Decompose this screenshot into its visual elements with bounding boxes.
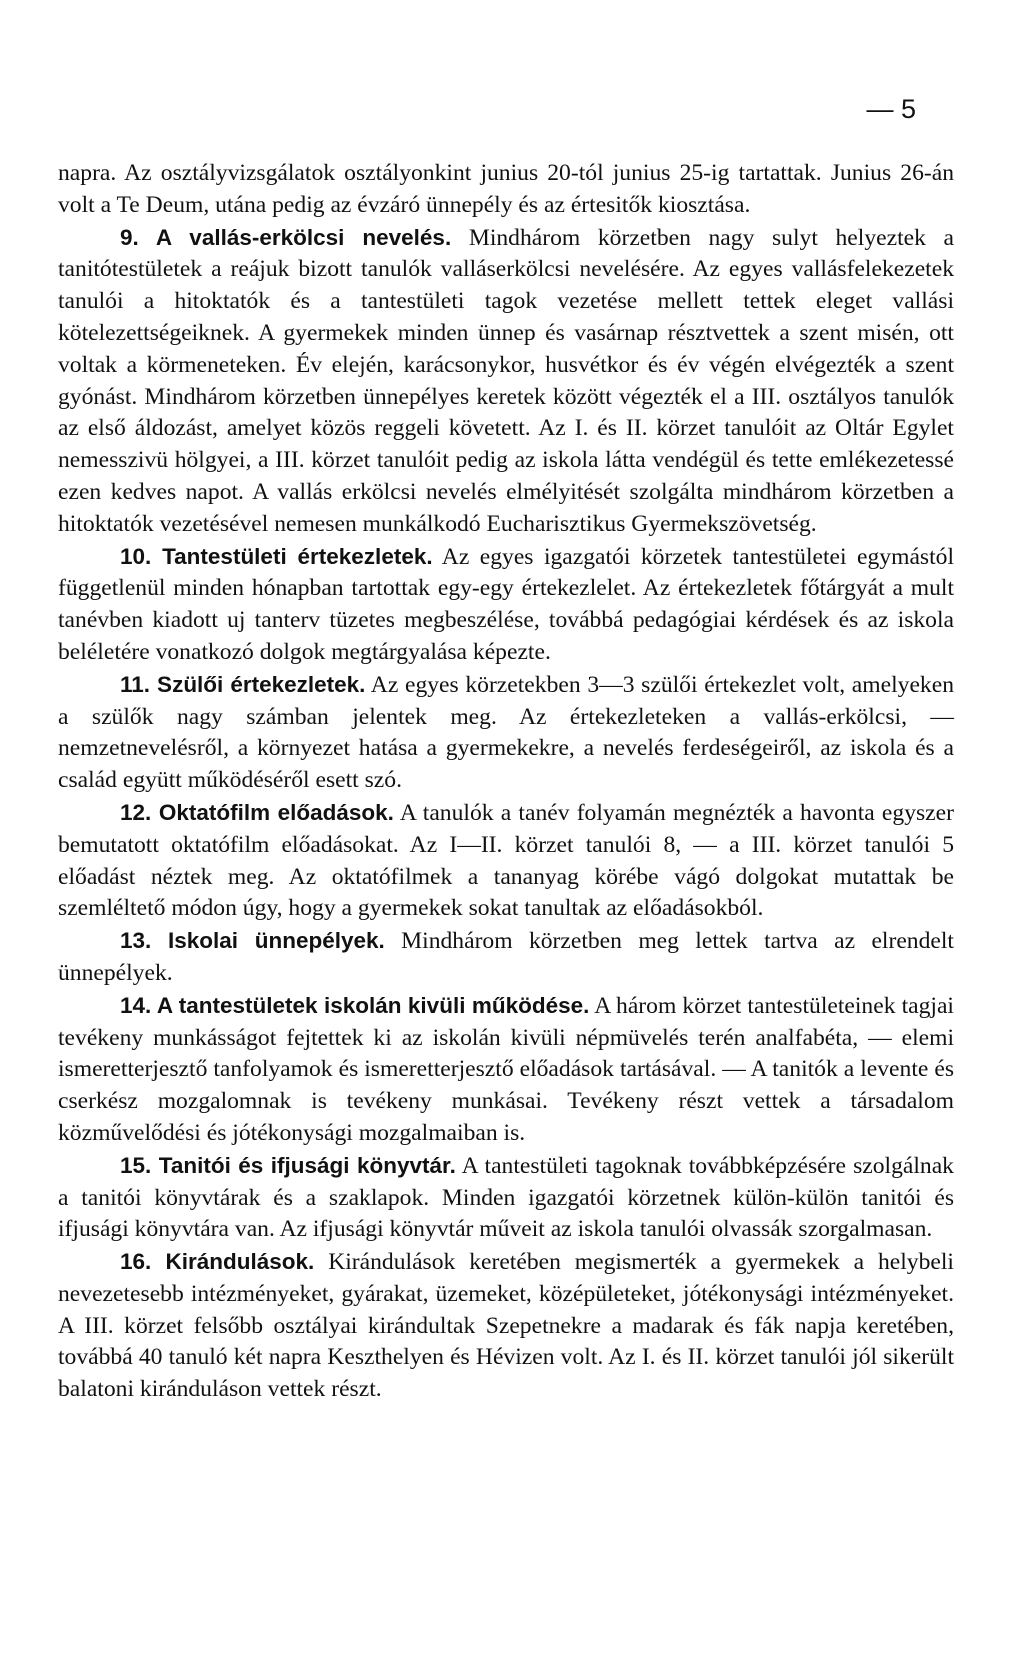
section-12-educational-films [58,797,954,925]
section-heading: 15. Tanitói és ifjusági könyvtár. [120,1152,456,1178]
paragraph-text: Kirándulások keretében megismerték a gyermekek a helybeli nevezetesebb intézményeket, gyárakat, üzemeket, középületeket, jótékonysági intézményeket. A III. körzet felsőbb osztályai kirándultak Szepetnekre a madarak és fák napja keretében, továbbá 40 tanuló két napra Keszthelyen és Hévizen volt. Az I. és II. körzet tanulói jól sikerült balatoni kiránduláson vettek részt. [58,1249,954,1403]
section-heading: 14. A tantestületek iskolán kivüli működése. [120,992,590,1018]
section-10-staff-meetings [58,541,954,669]
section-11-parent-meetings [58,669,954,797]
section-heading: 13. Iskolai ünnepélyek. [120,928,385,954]
section-heading: 11. Szülői értekezletek. [120,671,366,697]
paragraph-text: napra. Az osztályvizsgálatok osztályonkint junius 20-tól junius 25-ig tartattak. Junius 26-án volt a Te Deum, utána pedig az évzáró ünnepély és az értesitők kiosztása. [58,160,954,218]
paragraph-text: Az egyes körzetekben 3—3 szülői értekezlet volt, amelyeken a szülők nagy számban jelentek meg. Az értekezleteken a vallás-erkölcsi, — nemzetnevelésről, a környezet hatása a gyermekekre, a nevelés ferdeségeiről, az iskola és a család együtt működéséről esett szó. [58,671,954,794]
body-text [58,158,954,1406]
section-heading: 16. Kirándulások. [120,1249,315,1275]
paragraph-text: Az egyes igazgatói körzetek tantestületei egymástól függetlenül minden hónapban tartottak egy-egy értekezlelet. Az értekezletek főtárgyát a mult tanévben kiadott uj tanterv tüzetes megbeszélése, továbbá pedagógiai kérdések és az iskola beléletére vonatkozó dolgok megtárgyalása képezte. [58,543,954,665]
paragraph-text: A tantestületi tagoknak továbbképzésére szolgálnak a tanitói könyvtárak és a szaklapok. Minden igazgatói körzetnek külön-külön tanitói és ifjusági könyvtára van. Az ifjusági könyvtár műveit az iskola tanulói olvassák szorgalmasan. [58,1152,954,1243]
section-heading: 12. Oktatófilm előadások. [120,799,394,825]
section-heading: 10. Tantestületi értekezletek. [120,543,433,569]
paragraph-text: A három körzet tantestületeinek tagjai tevékeny munkásságot fejtettek ki az iskolán kivüli népmüvelés terén analfabéta, — elemi ismeretterjesztő tanfolyamok és ismeretterjesztő előadások tartásával. — A tanitók a levente és cserkész mozgalomnak is tevékeny munkásai. Tevékeny részt vettek a társadalom közművelődési és jótékonysági mozgalmaiban is. [58,992,954,1146]
section-heading: 9. A vallás-erkölcsi nevelés. [120,224,452,250]
page-number: — 5 [866,94,916,124]
paragraph-text: Mindhárom körzetben meg lettek tartva az elrendelt ünnepélyek. [58,928,954,986]
paragraph-text: A tanulók a tanév folyamán megnézték a havonta egyszer bemutatott oktatófilm előadásokat. Az I—II. körzet tanulói 8, — a III. körzet tanulói 5 előadást néztek meg. Az oktatófilmek a tananyag körébe vágó dolgokat mutattak be szemléltető módon úgy, hogy a gyermekek sokat tanultak az előadásokból. [58,799,954,922]
section-16-excursions [58,1246,954,1406]
paragraph-text: Mindhárom körzetben nagy sulyt helyeztek a tanitótestületek a reájuk bizott tanulók valláserkölcsi nevelésére. Az egyes vallásfelekezetek tanulói a hitoktatók és a tantestületi tagok vezetése mellett tettek eleget vallási kötelezettségeiknek. A gyermekek minden ünnep és vasárnap résztvettek a szent misén, ott voltak a körmeneteken. Év elején, karácsonykor, husvétkor és év végén elvégezték a szent gyónást. Mindhárom körzetben ünnepélyes keretek között végezték el a III. osztályos tanulók az első áldozást, amelyet közös reggeli követett. Az I. és II. körzet tanulóit az Oltár Egylet nemesszivü hölgyei, a III. körzet tanulóit pedig az iskola látta vendégül és tette emlékezetessé ezen kedves napot. A vallás erkölcsi nevelés elmélyitését szolgálta mindhárom körzetben a hitoktatók vezetésével nemesen munkálkodó Eucharisztikus Gyermekszövetség. [58,224,955,537]
section-14-extracurricular-activity [58,990,954,1150]
section-15-libraries [58,1150,954,1246]
section-13-school-celebrations [58,925,954,990]
section-9-religious-moral-education [58,222,954,541]
paragraph-intro [58,158,954,222]
